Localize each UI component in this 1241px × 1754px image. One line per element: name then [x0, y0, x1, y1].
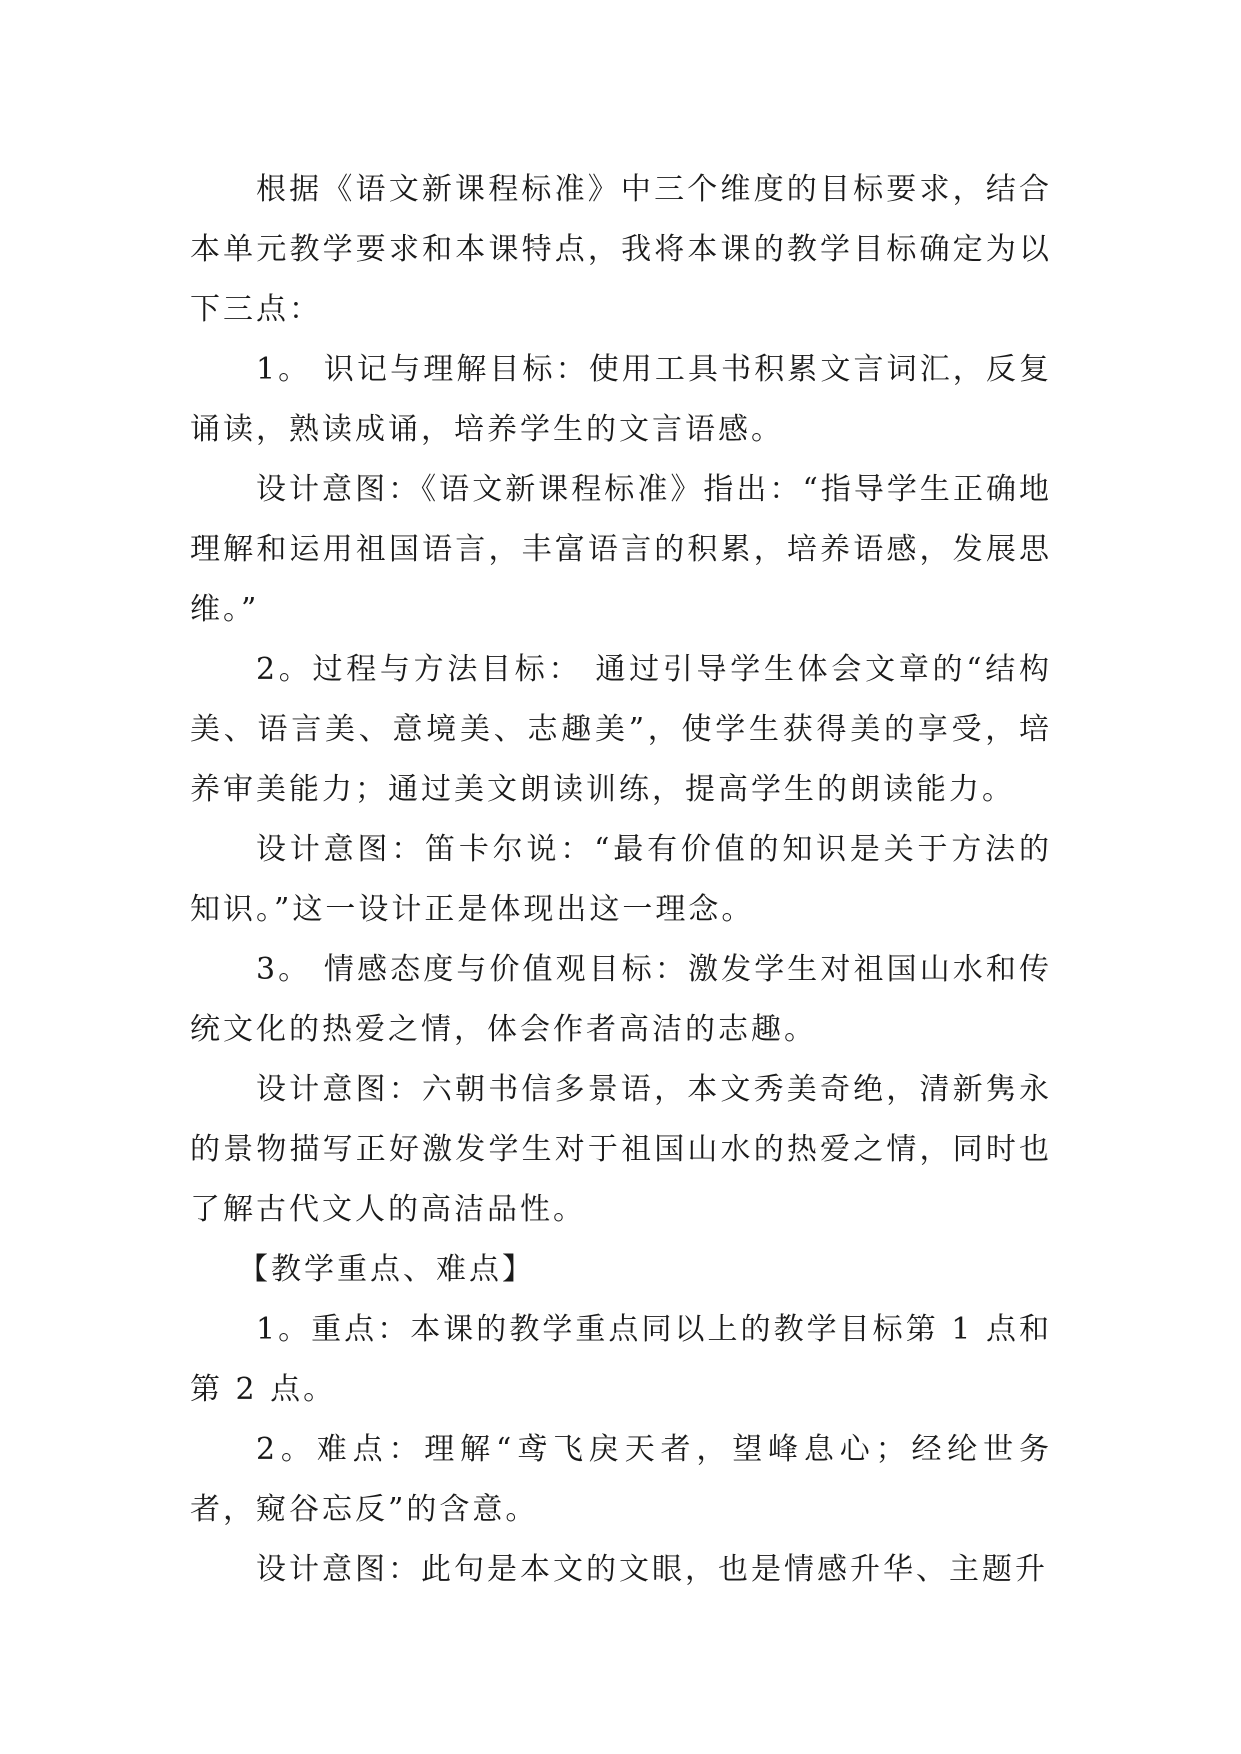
paragraph-teaching-objectives-intro: 根据《语文新课程标准》中三个维度的目标要求，结合本单元教学要求和本课特点，我将本课的教学目标确定为以下三点： — [190, 172, 1052, 327]
paragraph-objective-2: 2。过程与方法目标： 通过引导学生体会文章的“结构美、语言美、意境美、志趣美”，使学生获得美的享受，培养审美能力；通过美文朗读训练，提高学生的朗读能力。 — [190, 652, 1052, 807]
paragraph-design-intent-1: 设计意图：《语文新课程标准》指出：“指导学生正确地理解和运用祖国语言，丰富语言的积累，培养语感，发展思维。” — [190, 472, 1052, 627]
paragraph-objective-1: 1。 识记与理解目标：使用工具书积累文言词汇，反复诵读，熟读成诵，培养学生的文言语感。 — [190, 352, 1052, 447]
paragraph-design-intent-3: 设计意图：六朝书信多景语，本文秀美奇绝，清新隽永的景物描写正好激发学生对于祖国山水的热爱之情，同时也了解古代文人的高洁品性。 — [190, 1072, 1052, 1227]
paragraph-design-intent-2: 设计意图：笛卡尔说：“最有价值的知识是关于方法的知识。”这一设计正是体现出这一理念。 — [190, 832, 1052, 927]
paragraph-objective-3: 3。 情感态度与价值观目标：激发学生对祖国山水和传统文化的热爱之情，体会作者高洁的志趣。 — [190, 952, 1052, 1047]
paragraph-difficult-point: 2。难点：理解“鸢飞戾天者，望峰息心；经纶世务者，窥谷忘反”的含意。 — [190, 1432, 1052, 1527]
section-heading-key-difficult-points: 【教学重点、难点】 — [238, 1252, 535, 1287]
paragraph-key-point: 1。重点：本课的教学重点同以上的教学目标第 1 点和第 2 点。 — [190, 1312, 1052, 1407]
document-body — [190, 160, 1052, 1600]
paragraph-design-intent-4: 设计意图：此句是本文的文眼，也是情感升华、主题升 — [256, 1552, 1048, 1587]
